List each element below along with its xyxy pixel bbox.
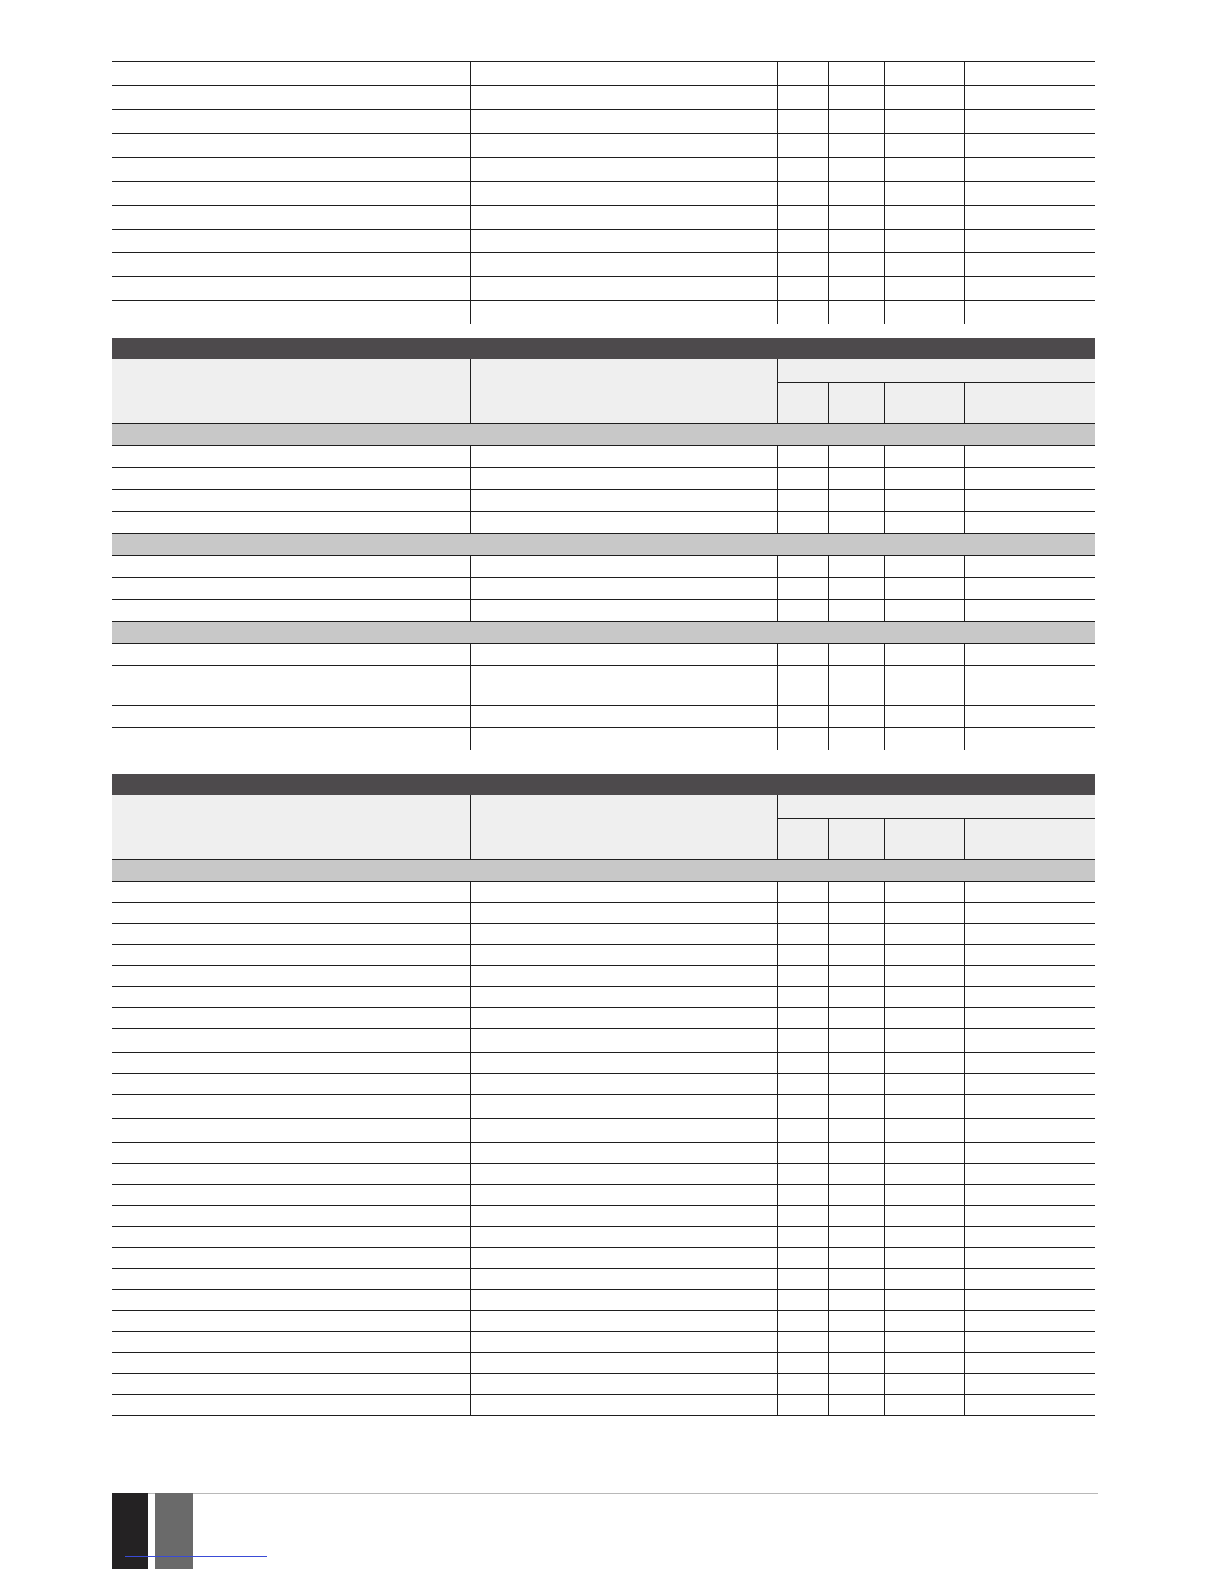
header-cell-col-a (777, 819, 828, 860)
table-row (112, 706, 1095, 728)
table-row (112, 1143, 1095, 1164)
header-cell-group (777, 359, 1095, 383)
table-row (112, 1227, 1095, 1248)
table-row (112, 1119, 1095, 1143)
table-row (112, 181, 1095, 205)
table-row (112, 1074, 1095, 1095)
table-row (112, 987, 1095, 1008)
header-cell-col-d (964, 819, 1095, 860)
header-cell-col-b (828, 819, 884, 860)
table-row (112, 1164, 1095, 1185)
table-row (112, 1248, 1095, 1269)
table-row (112, 1053, 1095, 1074)
table-row (112, 600, 1095, 622)
table-row (112, 966, 1095, 987)
page-tab-dark (112, 1493, 148, 1569)
header-cell-item (112, 359, 470, 424)
table-row (112, 666, 1095, 706)
table-row (112, 276, 1095, 300)
section-row (112, 860, 1095, 882)
header-cell-col-a (777, 383, 828, 424)
table-row (112, 1353, 1095, 1374)
table-row (112, 133, 1095, 157)
header-cell-group (777, 795, 1095, 819)
table-row (112, 468, 1095, 490)
table-row (112, 945, 1095, 966)
header-cell-item (112, 795, 470, 860)
header-cell-col-c (884, 819, 964, 860)
header-cell-col-c (884, 383, 964, 424)
header-cell-col-b (828, 383, 884, 424)
table-continued (112, 60, 1095, 324)
table-row (112, 924, 1095, 945)
header-cell-description (470, 359, 777, 424)
table-row (112, 1374, 1095, 1395)
section-row (112, 622, 1095, 644)
table-row (112, 556, 1095, 578)
footer-rule (112, 1493, 1098, 1494)
table-row (112, 1311, 1095, 1332)
table-section-2 (112, 338, 1095, 750)
table-title-band (112, 774, 1095, 795)
table-row (112, 903, 1095, 924)
table-row (112, 1095, 1095, 1119)
table-row (112, 205, 1095, 229)
table-row (112, 109, 1095, 133)
table-row (112, 1206, 1095, 1227)
table-row (112, 446, 1095, 468)
page-tab-gray (155, 1493, 193, 1569)
table-row (112, 1395, 1095, 1416)
table-row (112, 644, 1095, 666)
section-row (112, 534, 1095, 556)
table-row (112, 1008, 1095, 1029)
header-cell-description (470, 795, 777, 860)
table-row (112, 85, 1095, 109)
table-row (112, 490, 1095, 512)
footer-link[interactable] (125, 1556, 267, 1557)
table-title-band (112, 338, 1095, 359)
table-row (112, 61, 1095, 85)
table-row (112, 1269, 1095, 1290)
table-header-row (112, 359, 1095, 383)
table-row (112, 1029, 1095, 1053)
table-row (112, 1290, 1095, 1311)
table-row (112, 728, 1095, 750)
table-row (112, 1332, 1095, 1353)
header-cell-col-d (964, 383, 1095, 424)
table-row (112, 1185, 1095, 1206)
table-row (112, 882, 1095, 903)
section-row (112, 424, 1095, 446)
table-row (112, 229, 1095, 252)
table-row (112, 512, 1095, 534)
table-row (112, 252, 1095, 276)
table-row (112, 300, 1095, 324)
table-header-row (112, 795, 1095, 819)
table-section-3 (112, 774, 1095, 1416)
table-row (112, 157, 1095, 181)
table-row (112, 578, 1095, 600)
